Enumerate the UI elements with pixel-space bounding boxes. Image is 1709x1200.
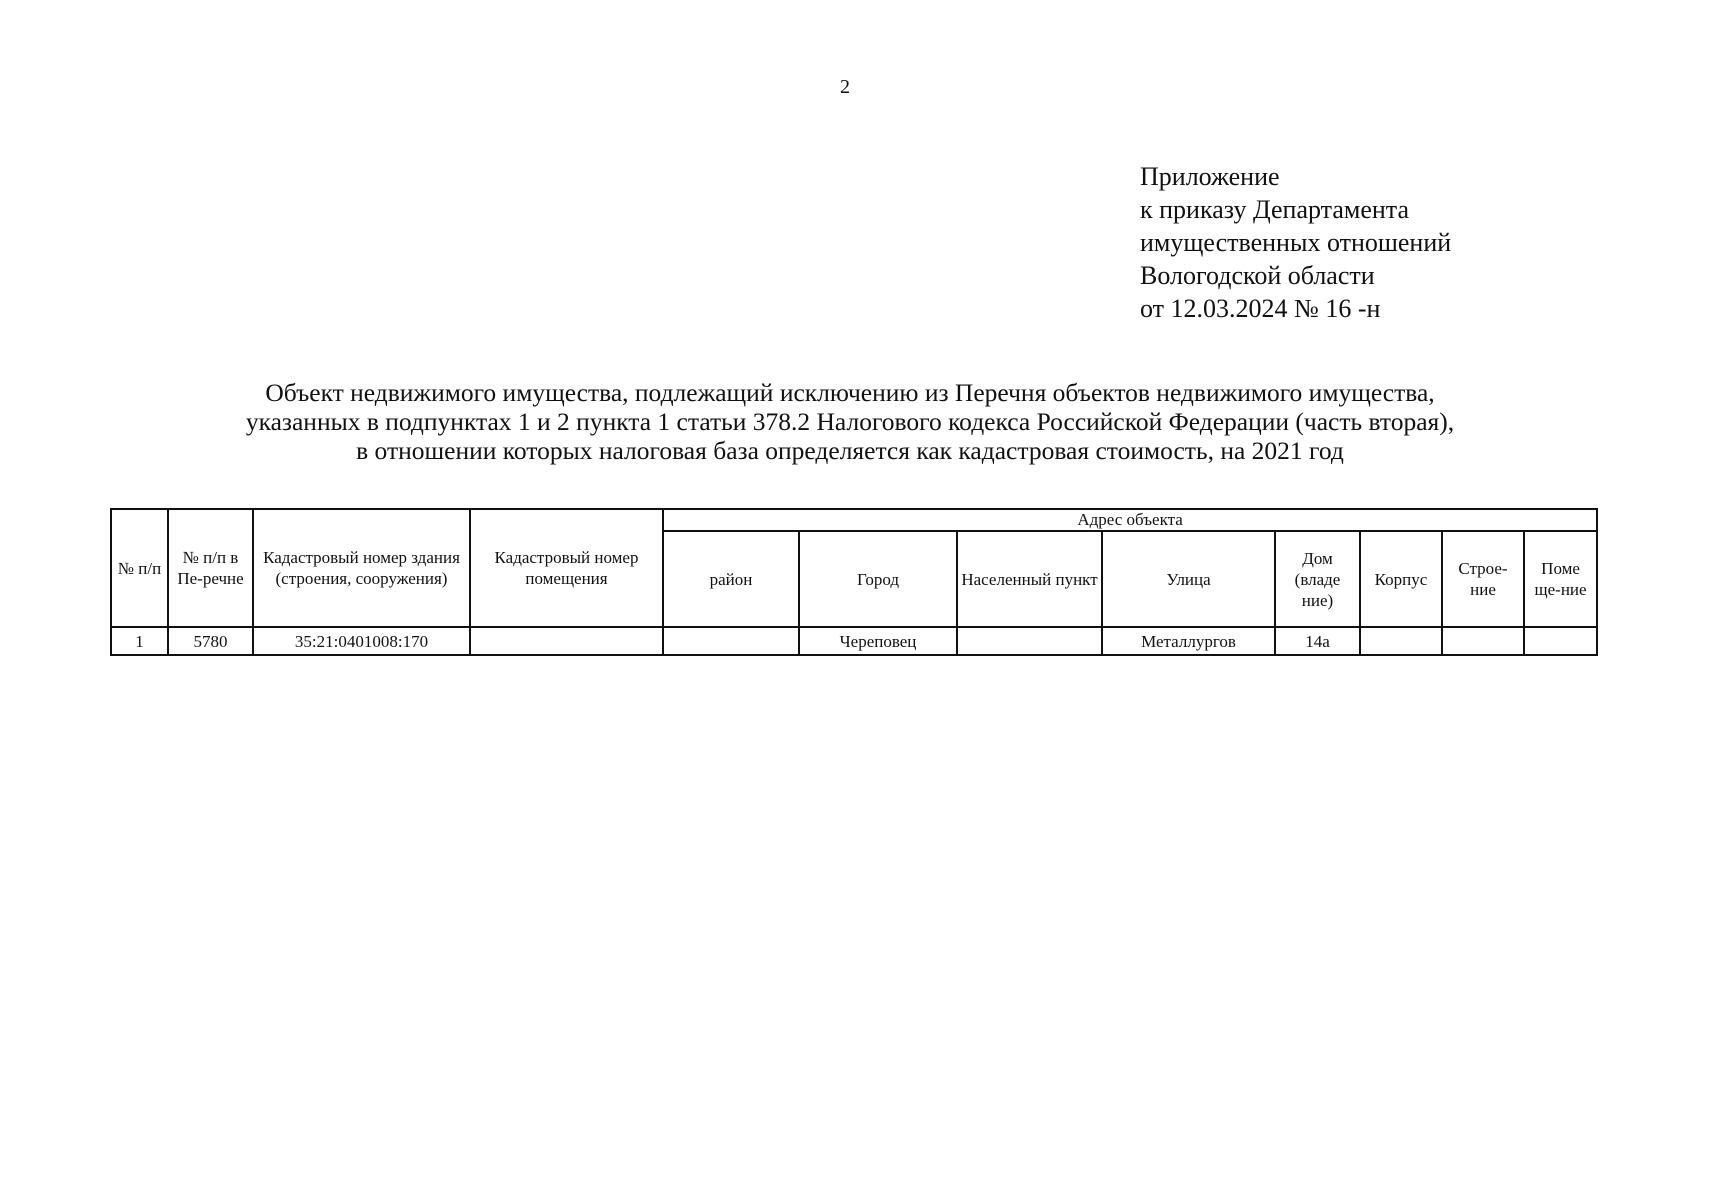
appendix-line: Приложение [1140, 162, 1280, 191]
header-block: Корпус [1360, 531, 1442, 627]
title-line: указанных в подпунктах 1 и 2 пункта 1 статьи 378.2 Налогового кодекса Российской Федерации (часть вторая), [245, 407, 1455, 436]
header-street: Улица [1102, 531, 1275, 627]
cell-district [663, 627, 799, 655]
table-row [111, 627, 1597, 655]
header-num: № п/п [111, 509, 168, 627]
header-address-group: Адрес объекта [663, 509, 1597, 531]
cell-list-num: 5780 [168, 627, 253, 655]
header-settlement: Населенный пункт [957, 531, 1102, 627]
title-line: Объект недвижимого имущества, подлежащий исключению из Перечня объектов недвижимого имущества, [265, 378, 1435, 407]
appendix-line: к приказу Департамента [1140, 195, 1410, 224]
appendix-block [1140, 160, 1560, 325]
cell-num: 1 [111, 627, 168, 655]
cell-house: 14а [1275, 627, 1360, 655]
cell-building-cadastral: 35:21:0401008:170 [253, 627, 470, 655]
appendix-line: Вологодской области [1140, 261, 1375, 290]
page-number: 2 [840, 76, 850, 98]
cell-city: Череповец [799, 627, 957, 655]
header-room-cadastral: Кадастровый номер помещения [470, 509, 663, 627]
header-premises: Поме ще-ние [1524, 531, 1597, 627]
header-city: Город [799, 531, 957, 627]
cell-structure [1442, 627, 1524, 655]
cell-street: Металлургов [1102, 627, 1275, 655]
header-building-cadastral: Кадастровый номер здания (строения, сооружения) [253, 509, 470, 627]
title-line: в отношении которых налоговая база определяется как кадастровая стоимость, на 2021 год [356, 436, 1344, 465]
appendix-line: от 12.03.2024 № 16 -н [1140, 294, 1381, 323]
header-district: район [663, 531, 799, 627]
document-title [150, 378, 1550, 465]
cell-settlement [957, 627, 1102, 655]
appendix-line: имущественных отношений [1140, 228, 1452, 257]
cell-room-cadastral [470, 627, 663, 655]
header-structure: Строе-ние [1442, 531, 1524, 627]
cell-block [1360, 627, 1442, 655]
table-header-row [111, 509, 1597, 531]
cell-premises [1524, 627, 1597, 655]
header-list-num: № п/п в Пе-речне [168, 509, 253, 627]
header-house: Дом (владе ние) [1275, 531, 1360, 627]
property-table [110, 508, 1598, 656]
